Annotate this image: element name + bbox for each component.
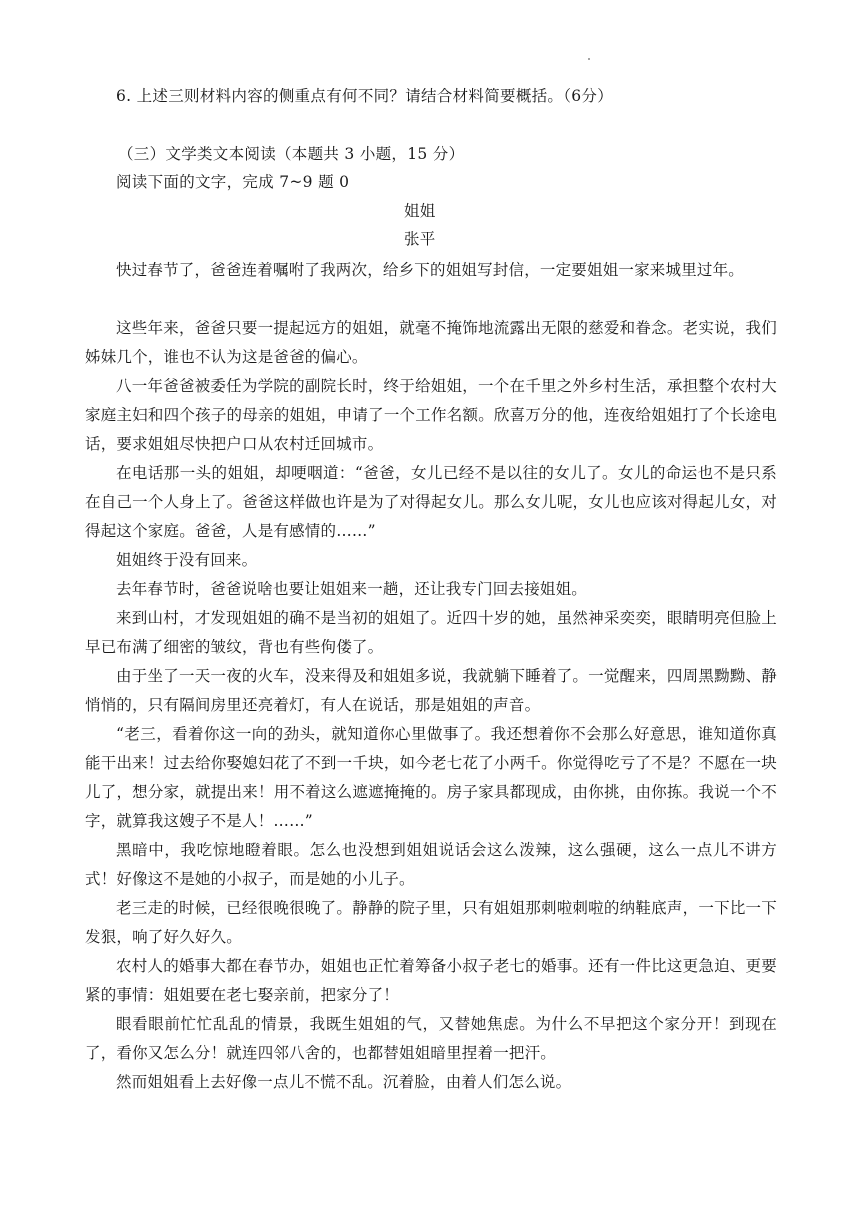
section-heading: （三）文学类文本阅读（本题共 3 小题，15 分） bbox=[118, 145, 465, 163]
story-paragraph: 八一年爸爸被委任为学院的副院长时，终于给姐姐，一个在千里之外乡村生活，承担整个农村大家庭主妇和四个孩子的母亲的姐姐，申请了一个工作名额。欣喜万分的他，连夜给姐姐打了个长途电话，要求姐姐尽快把户口从农村迁回城市。 bbox=[85, 377, 777, 453]
story-paragraph: 在电话那一头的姐姐，却哽咽道：“爸爸，女儿已经不是以往的女儿了。女儿的命运也不是只系在自己一个人身上了。爸爸这样做也许是为了对得起女儿。那么女儿呢，女儿也应该对得起儿女，对得起这个家庭。爸爸，人是有感情的……” bbox=[85, 464, 777, 540]
story-paragraph: 由于坐了一天一夜的火车，没来得及和姐姐多说，我就躺下睡着了。一觉醒来，四周黑黝黝、静悄悄的，只有隔间房里还亮着灯，有人在说话，那是姐姐的声音。 bbox=[85, 667, 777, 714]
story-paragraph: 这些年来，爸爸只要一提起远方的姐姐，就毫不掩饰地流露出无限的慈爱和眷念。老实说，我们姊妹几个，谁也不认为这是爸爸的偏心。 bbox=[85, 319, 777, 366]
story-paragraph: 姐姐终于没有回来。 bbox=[116, 551, 258, 569]
scan-dot bbox=[588, 58, 590, 60]
story-paragraph: “老三，看着你这一向的劲头，就知道你心里做事了。我还想着你不会那么好意思，谁知道你真能干出来！过去给你娶媳妇花了不到一千块，如今老七花了小两千。你觉得吃亏了不是？不愿在一块儿了，想分家，就提出来！用不着这么遮遮掩掩的。房子家具都现成，由你挑，由你拣。我说一个不字，就算我这嫂子不是人！……” bbox=[85, 725, 777, 830]
reading-instruction: 阅读下面的文字，完成 7~9 题 0 bbox=[116, 173, 350, 191]
question-6: 6. 上述三则材料内容的侧重点有何不同？请结合材料简要概括。（6分） bbox=[116, 87, 614, 105]
story-paragraph: 然而姐姐看上去好像一点儿不慌不乱。沉着脸，由着人们怎么说。 bbox=[116, 1073, 572, 1091]
story-title: 姐姐 bbox=[404, 202, 436, 220]
story-paragraph: 来到山村，才发现姐姐的确不是当初的姐姐了。近四十岁的她，虽然神采奕奕，眼睛明亮但脸上早已布满了细密的皱纹，背也有些佝偻了。 bbox=[85, 609, 777, 656]
story-paragraph: 快过春节了，爸爸连着嘱咐了我两次，给乡下的姐姐写封信，一定要姐姐一家来城里过年。 bbox=[116, 261, 745, 279]
story-paragraph: 农村人的婚事大都在春节办，姐姐也正忙着筹备小叔子老七的婚事。还有一件比这更急迫、更要紧的事情：姐姐要在老七娶亲前，把家分了！ bbox=[85, 957, 777, 1004]
story-paragraph: 老三走的时候，已经很晚很晚了。静静的院子里，只有姐姐那刺啦刺啦的纳鞋底声，一下比一下发狠，响了好久好久。 bbox=[85, 899, 777, 946]
story-paragraph: 去年春节时，爸爸说啥也要让姐姐来一趟，还让我专门回去接姐姐。 bbox=[116, 580, 588, 598]
story-author: 张平 bbox=[404, 230, 436, 248]
story-paragraph: 黑暗中，我吃惊地瞪着眼。怎么也没想到姐姐说话会这么泼辣，这么强硬，这么一点儿不讲方式！好像这不是她的小叔子，而是她的小儿子。 bbox=[85, 841, 777, 888]
story-paragraph: 眼看眼前忙忙乱乱的情景，我既生姐姐的气，又替她焦虑。为什么不早把这个家分开！到现在了，看你又怎么分！就连四邻八舍的，也都替姐姐暗里捏着一把汗。 bbox=[85, 1015, 777, 1062]
